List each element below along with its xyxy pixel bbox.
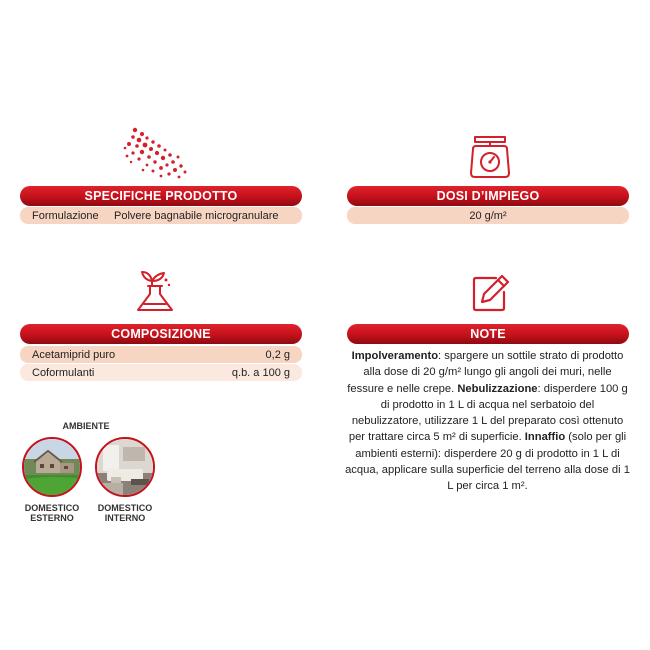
- note-text-2: : disperdere 100 g di prodotto in 1 L di acqua nel serbatoio del nebulizzatore, utilizzare 1 L del preparato così ottenuto per trattare circa 5 m² di superficie.: [348, 382, 628, 444]
- interno-label-line2: INTERNO: [104, 513, 146, 523]
- specs-banner: SPECIFICHE PRODOTTO: [20, 186, 302, 206]
- specs-row-formulazione: [20, 207, 302, 224]
- esterno-label-line1: DOMESTICO: [24, 503, 80, 513]
- granules-icon: [110, 126, 200, 181]
- ambiente-interno-image: [95, 437, 155, 497]
- composizione-value-1: 0,2 g: [265, 348, 290, 361]
- dosi-banner: DOSI D’IMPIEGO: [347, 186, 629, 206]
- composizione-value-2: q.b. a 100 g: [231, 366, 290, 379]
- dosi-value: 20 g/m²: [469, 209, 507, 222]
- flask-leaf-icon: [125, 268, 185, 316]
- composizione-label-1: Acetamiprid puro: [32, 348, 116, 361]
- composizione-banner: COMPOSIZIONE: [20, 324, 302, 344]
- note-bold-1: Impolveramento: [351, 350, 439, 362]
- ambiente-esterno-image: [22, 437, 82, 497]
- ambiente-esterno-label: [12, 503, 92, 523]
- note-text-3: (solo per gli ambienti esterni): disperdere 20 g di prodotto in 1 L di acqua, applicare sulla superficie del terreno alla dose di 1 L per circa 1 m².: [345, 431, 630, 493]
- scale-icon: [455, 133, 525, 183]
- note-bold-3: Innaffio: [524, 431, 566, 444]
- note-bold-2: Nebulizzazione: [457, 382, 538, 395]
- note-banner: NOTE: [347, 324, 629, 344]
- esterno-label-line2: ESTERNO: [30, 513, 74, 523]
- composizione-row-1: [20, 346, 302, 363]
- composizione-label-2: Coformulanti: [32, 366, 95, 379]
- specs-row-value: Polvere bagnabile microgranulare: [114, 209, 279, 222]
- ambiente-title: AMBIENTE: [62, 421, 110, 431]
- composizione-row-2: [20, 364, 302, 381]
- specs-row-label: Formulazione: [32, 209, 99, 222]
- interno-label-line1: DOMESTICO: [97, 503, 153, 513]
- edit-note-icon: [460, 272, 520, 318]
- dosi-row: [347, 207, 629, 224]
- note-text-1: : spargere un sottile strato di prodotto alla dose di 20 g/m² lungo gli angoli dei muri, nelle fessure e nelle crepe.: [347, 350, 624, 395]
- ambiente-interno-label: [85, 503, 165, 523]
- note-body: [345, 348, 630, 495]
